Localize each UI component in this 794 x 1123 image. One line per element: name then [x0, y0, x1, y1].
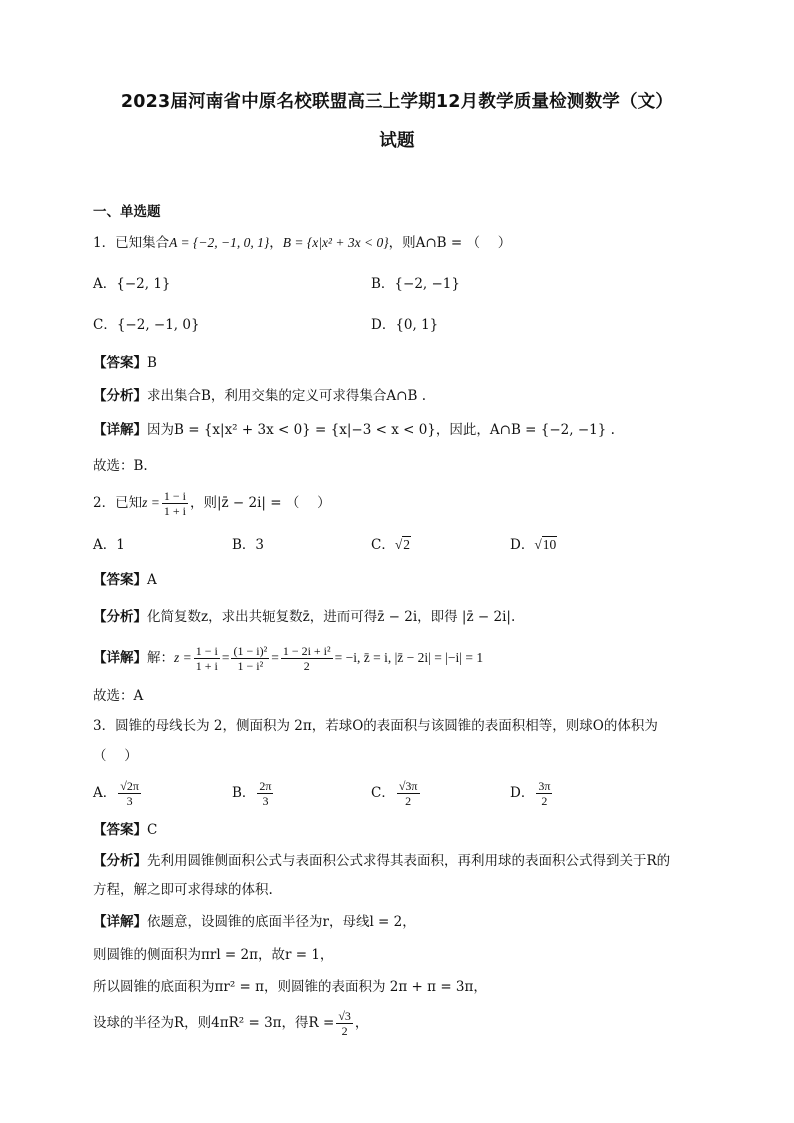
- q3-answer-label: 【答案】: [93, 822, 147, 838]
- doc-title-line1: 2023届河南省中原名校联盟高三上学期12月教学质量检测数学（文）: [120, 92, 674, 112]
- q2-detail-frac2-den: 1 − i²: [237, 659, 264, 673]
- q3-analysis-line1: [93, 851, 670, 871]
- q3-detail4-frac: [336, 1009, 353, 1038]
- q3-detail4-den: 2: [341, 1024, 348, 1038]
- q2-answer: [93, 570, 157, 590]
- sqrt-icon: √2: [394, 537, 411, 552]
- q2-option-c: [371, 535, 411, 555]
- q1-detail-label: 【详解】: [93, 422, 147, 438]
- q3-option-d-label: D．: [510, 785, 535, 801]
- q3-analysis-label: 【分析】: [93, 853, 147, 869]
- q1-ask: ，则A∩B = （ ）: [388, 235, 512, 251]
- q1-analysis: [93, 386, 426, 406]
- q2-z: z =: [142, 495, 160, 510]
- q1-analysis-label: 【分析】: [93, 388, 147, 404]
- q2-ask: ，则|z̄ − 2i| = （ ）: [189, 495, 331, 511]
- q1-analysis-text: 求出集合B，利用交集的定义可求得集合A∩B .: [147, 388, 426, 404]
- q3-option-c: [371, 778, 422, 808]
- q2-analysis-text: 化简复数z，求出共轭复数z̄，进而可得z̄ − 2i，即得 |z̄ − 2i|.: [147, 609, 516, 625]
- q2-answer-label: 【答案】: [93, 572, 147, 588]
- q2-detail-frac2-num: (1 − i)²: [233, 644, 268, 658]
- q2-option-c-label: C．: [371, 537, 395, 553]
- q1-option-b: B．{−2, −1}: [371, 276, 460, 292]
- q3-analysis-line2: 方程，解之即可求得球的体积.: [93, 882, 273, 898]
- q2-detail-z: z =: [174, 650, 192, 665]
- q2-detail-frac1-num: 1 − i: [195, 644, 218, 658]
- q2-detail-eq2: =: [271, 650, 279, 665]
- q2-detail: [93, 643, 483, 673]
- q2-detail-frac1-den: 1 + i: [195, 659, 218, 673]
- q1-answer-value: B: [147, 355, 157, 371]
- q3-detail-line4: [93, 1008, 368, 1038]
- q3-option-c-num: √3π: [398, 779, 418, 793]
- q1-comma: ，: [269, 235, 283, 251]
- q3-stem-line2: （ ）: [93, 748, 138, 764]
- q3-option-d: [510, 778, 554, 808]
- q3-option-a: [93, 778, 143, 808]
- q2-option-a: A．1: [93, 537, 125, 553]
- q3-detail4-pre: 设球的半径为R，则4πR² = 3π，得R =: [93, 1015, 335, 1031]
- q1-answer-label: 【答案】: [93, 355, 147, 371]
- q1-answer: [93, 353, 157, 373]
- q2-detail-eq1: =: [221, 650, 230, 665]
- q2-detail-frac3-num: 1 − 2i + i²: [282, 644, 331, 658]
- q3-option-b-frac: [257, 779, 273, 808]
- q3-answer: [93, 820, 157, 840]
- q1-set-a: A = {−2, −1, 0, 1}: [169, 235, 270, 250]
- q1-stem: [93, 233, 511, 253]
- q2-detail-frac3: [281, 644, 333, 673]
- q3-option-a-den: 3: [126, 794, 133, 808]
- q3-option-a-label: A．: [93, 785, 117, 801]
- q3-detail4-post: ，: [354, 1015, 369, 1031]
- q2-frac-den: 1 + i: [163, 504, 186, 518]
- q2-detail-frac1: [194, 644, 220, 673]
- q3-answer-value: C: [147, 822, 158, 838]
- q3-detail-line3: 所以圆锥的底面积为πr² = π，则圆锥的表面积为 2π + π = 3π，: [93, 979, 487, 995]
- q3-option-a-num: √2π: [120, 779, 139, 793]
- q3-option-a-frac: [118, 779, 141, 808]
- q1-option-c: C．{−2, −1, 0}: [93, 317, 200, 333]
- q3-option-b-label: B．: [232, 785, 256, 801]
- q2-analysis: [93, 607, 515, 627]
- q2-answer-value: A: [147, 572, 157, 588]
- q1-detail-text: 因为B = {x|x² + 3x < 0} = {x|−3 < x < 0}，因此，A∩B = {−2, −1} .: [147, 422, 615, 438]
- q2-detail-pre: 解：: [147, 650, 174, 666]
- q3-analysis-text1: 先利用圆锥侧面积公式与表面积公式求得其表面积，再利用球的表面积公式得到关于R的: [147, 853, 671, 869]
- q3-option-b-num: 2π: [259, 779, 272, 793]
- q3-option-c-den: 2: [405, 794, 412, 808]
- q2-option-b: B．3: [232, 537, 265, 553]
- q1-option-d: D．{0, 1}: [371, 317, 439, 333]
- q1-option-a: A．{−2, 1}: [93, 276, 171, 292]
- q2-option-d-label: D．: [510, 537, 535, 553]
- section-heading: 一、单选题: [93, 204, 161, 220]
- q3-detail-text1: 依题意，设圆锥的底面半径为r，母线l = 2，: [147, 914, 416, 930]
- q3-option-d-den: 2: [541, 794, 548, 808]
- q2-fraction: [162, 489, 188, 518]
- q3-option-b-den: 3: [262, 794, 269, 808]
- q3-option-d-num: 3π: [538, 779, 551, 793]
- q2-frac-num: 1 − i: [163, 489, 186, 503]
- q2-conclusion: 故选：A: [93, 688, 144, 704]
- q2-prefix: 2．已知: [93, 495, 143, 511]
- doc-title-line2: 试题: [379, 131, 415, 151]
- q2-option-d: [510, 535, 557, 555]
- q2-analysis-label: 【分析】: [93, 609, 147, 625]
- q3-option-c-label: C．: [371, 785, 395, 801]
- q2-detail-frac3-den: 2: [303, 659, 310, 673]
- q1-set-b: B = {x|x² + 3x < 0}: [282, 235, 389, 250]
- q3-detail-line1: [93, 912, 416, 932]
- q2-option-d-radicand: 10: [542, 537, 557, 552]
- q3-stem-line1: 3．圆锥的母线长为 2，侧面积为 2π，若球O的表面积与该圆锥的表面积相等，则球O的体积为: [93, 718, 658, 734]
- q1-conclusion: 故选：B.: [93, 458, 148, 474]
- q2-detail-rest: = −i, z̄ = i, |z̄ − 2i| = |−i| = 1: [334, 650, 484, 665]
- q1-detail: [93, 420, 615, 440]
- q3-option-d-frac: [536, 779, 552, 808]
- q2-option-c-radicand: 2: [403, 537, 411, 552]
- q3-detail-label: 【详解】: [93, 914, 147, 930]
- q3-detail4-num: √3: [338, 1009, 351, 1023]
- q3-option-b: [232, 778, 275, 808]
- q2-detail-frac2: [231, 644, 269, 673]
- sqrt-icon: √10: [534, 537, 557, 552]
- q2-stem: [93, 488, 331, 518]
- q3-option-c-frac: [397, 779, 420, 808]
- q3-detail-line2: 则圆锥的侧面积为πrl = 2π，故r = 1，: [93, 947, 334, 963]
- q2-detail-label: 【详解】: [93, 650, 147, 666]
- q1-prefix: 1．已知集合: [93, 235, 170, 251]
